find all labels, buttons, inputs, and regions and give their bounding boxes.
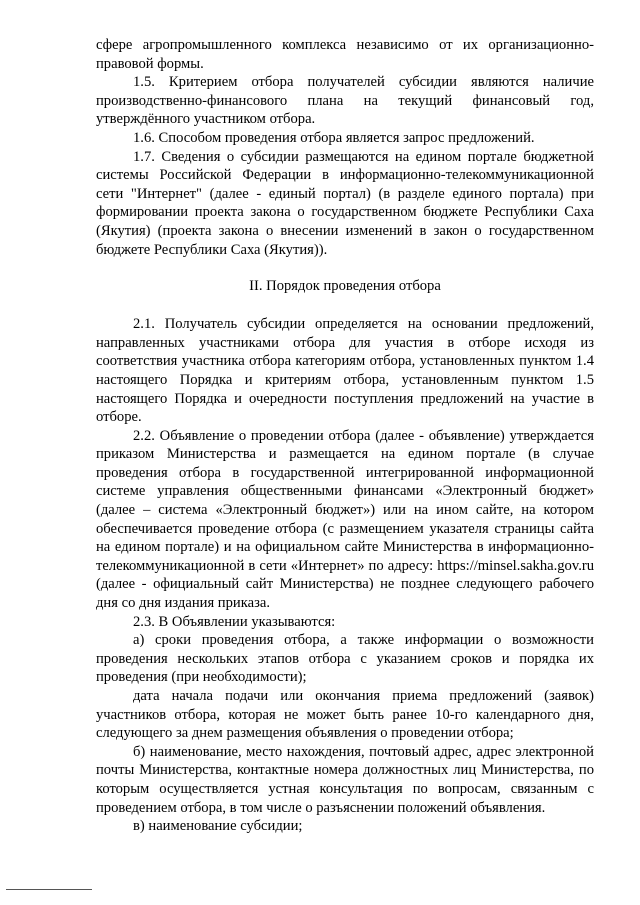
paragraph-2-3-date: дата начала подачи или окончания приема предложений (заявок) участников отбора, которая не может быть ранее 10-го календарного дня, следующего за днем размещения объявления о проведении отбора; <box>96 688 594 742</box>
paragraph-1-5: 1.5. Критерием отбора получателей субсидии являются наличие производственно-финансового плана на текущий финансовый год, утверждённого участником отбора. <box>96 74 594 128</box>
paragraph-2-3-b: б) наименование, место нахождения, почтовый адрес, адрес электронной почты Министерства, контактные номера должностных лиц Министерства, по которым осуществляется устная консультация по вопросам, связанным с проведением отбора, в том числе о разъяснении положений объявления. <box>96 743 594 816</box>
paragraph-1-7: 1.7. Сведения о субсидии размещаются на едином портале бюджетной системы Российской Федерации в информационно-телекоммуникационной сети "Интернет" (далее - единый портал) (в разделе единого портала) при формировании проекта закона о государственном бюджете Республики Саха (Якутия) (проекта закона о внесении изменений в закон о государственном бюджете Республики Саха (Якутия)). <box>96 148 594 258</box>
section-heading: II. Порядок проведения отбора <box>249 278 441 295</box>
paragraph-2-2: 2.2. Объявление о проведении отбора (далее - объявление) утверждается приказом Министерства и размещается на едином портале (в случае проведения отбора в государственной интегрированной информационной системе управления общественными финансами «Электронный бюджет» (далее – система «Электронный бюджет») или на ином сайте, на котором обеспечивается проведение отбора (с размещением указателя страницы сайта на едином портале) и на официальном сайте Министерства в информационно- телекоммуникационной в сети «Интернет» по адресу: https://minsel.sakha.gov.ru (далее - официальный сайт Министерства) не позднее следующего рабочего дня со дня издания приказа. <box>96 427 594 612</box>
paragraph-2-3-a: а) сроки проведения отбора, а также информации о возможности проведения нескольких этапов отбора с указанием сроков и порядка их проведения (при необходимости); <box>96 632 594 686</box>
paragraph-intro: сфере агропромышленного комплекса независимо от их организационно-правовой формы. <box>96 37 594 72</box>
paragraph-2-1: 2.1. Получатель субсидии определяется на основании предложений, направленных участниками отбора для участия в отборе исходя из соответствия участника отбора категориям отбора, установленных пунктом 1.4 настоящего Порядка и критериям отбора, установленным пунктом 1.5 настоящего Порядка и очередности поступления предложений на участие в отборе. <box>96 316 594 426</box>
paragraph-2-3: 2.3. В Объявлении указываются: <box>133 613 336 630</box>
paragraph-2-3-v: в) наименование субсидии; <box>133 818 303 835</box>
footnote-divider <box>6 889 92 890</box>
document-page <box>96 36 594 836</box>
paragraph-1-6: 1.6. Способом проведения отбора является запрос предложений. <box>133 129 535 146</box>
